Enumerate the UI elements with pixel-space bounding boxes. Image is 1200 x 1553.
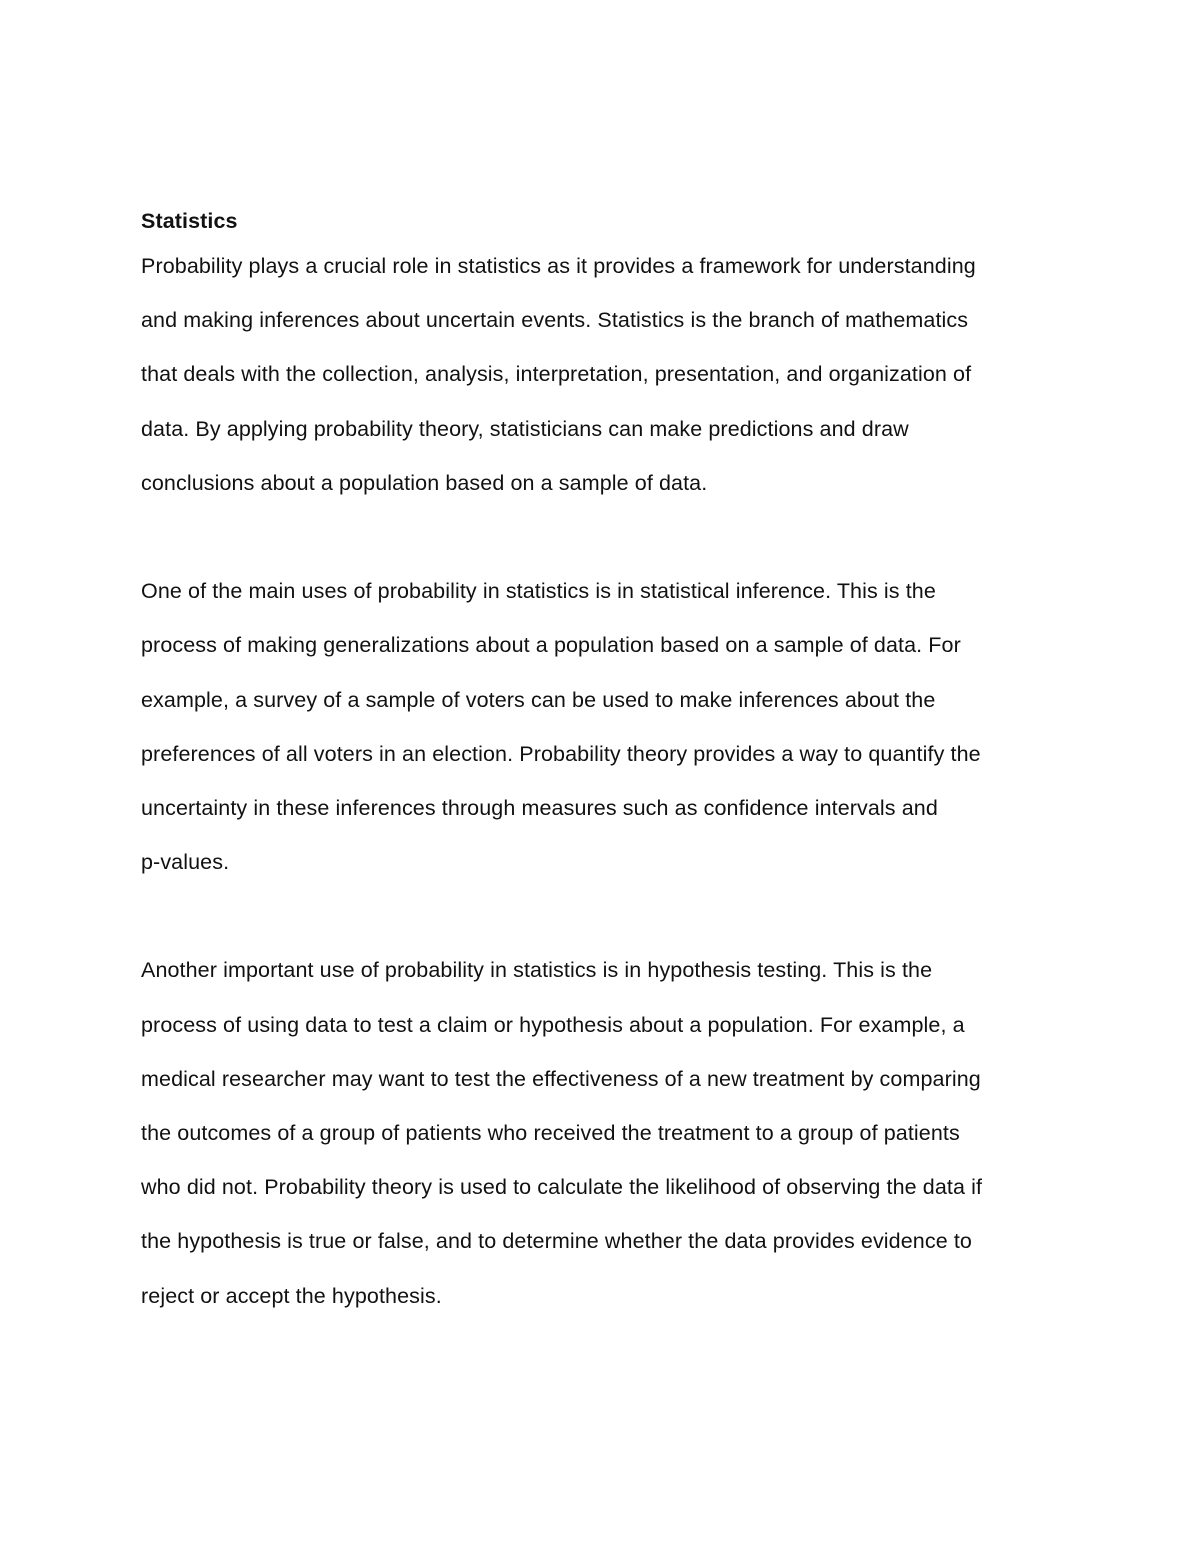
- text-line: Probability plays a crucial role in statistics as it provides a framework for understanding: [141, 254, 976, 278]
- paragraph-spacer: [141, 510, 1061, 564]
- paragraph-2: [141, 564, 1061, 889]
- text-line: the outcomes of a group of patients who received the treatment to a group of patients: [141, 1121, 960, 1145]
- text-line: uncertainty in these inferences through measures such as confidence intervals and: [141, 795, 938, 820]
- text-line: example, a survey of a sample of voters can be used to make inferences about the: [141, 687, 936, 712]
- text-line: reject or accept the hypothesis.: [141, 1283, 442, 1308]
- text-line: process of making generalizations about a population based on a sample of data. For: [141, 633, 961, 658]
- text-line: conclusions about a population based on a sample of data.: [141, 470, 708, 495]
- text-line: One of the main uses of probability in statistics is in statistical inference. This is the: [141, 579, 936, 604]
- document-body: [141, 203, 1061, 1323]
- text-line: medical researcher may want to test the effectiveness of a new treatment by comparing: [141, 1066, 981, 1091]
- paragraph-3: [141, 943, 1061, 1322]
- text-line: process of using data to test a claim or hypothesis about a population. For example, a: [141, 1012, 965, 1037]
- paragraph-spacer: [141, 889, 1061, 943]
- text-line: preferences of all voters in an election. Probability theory provides a way to quantify the: [141, 741, 981, 766]
- text-line: Another important use of probability in statistics is in hypothesis testing. This is the: [141, 958, 933, 983]
- text-line: the hypothesis is true or false, and to determine whether the data provides evidence to: [141, 1229, 972, 1254]
- text-line: that deals with the collection, analysis, interpretation, presentation, and organization of: [141, 362, 972, 387]
- document-title: Statistics: [141, 209, 238, 233]
- text-line: p-values.: [141, 850, 230, 875]
- paragraph-1: [141, 239, 1061, 510]
- text-line: and making inferences about uncertain events. Statistics is the branch of mathematics: [141, 308, 969, 333]
- text-line: data. By applying probability theory, statisticians can make predictions and draw: [141, 416, 909, 441]
- text-line: who did not. Probability theory is used to calculate the likelihood of observing the data if: [141, 1175, 983, 1200]
